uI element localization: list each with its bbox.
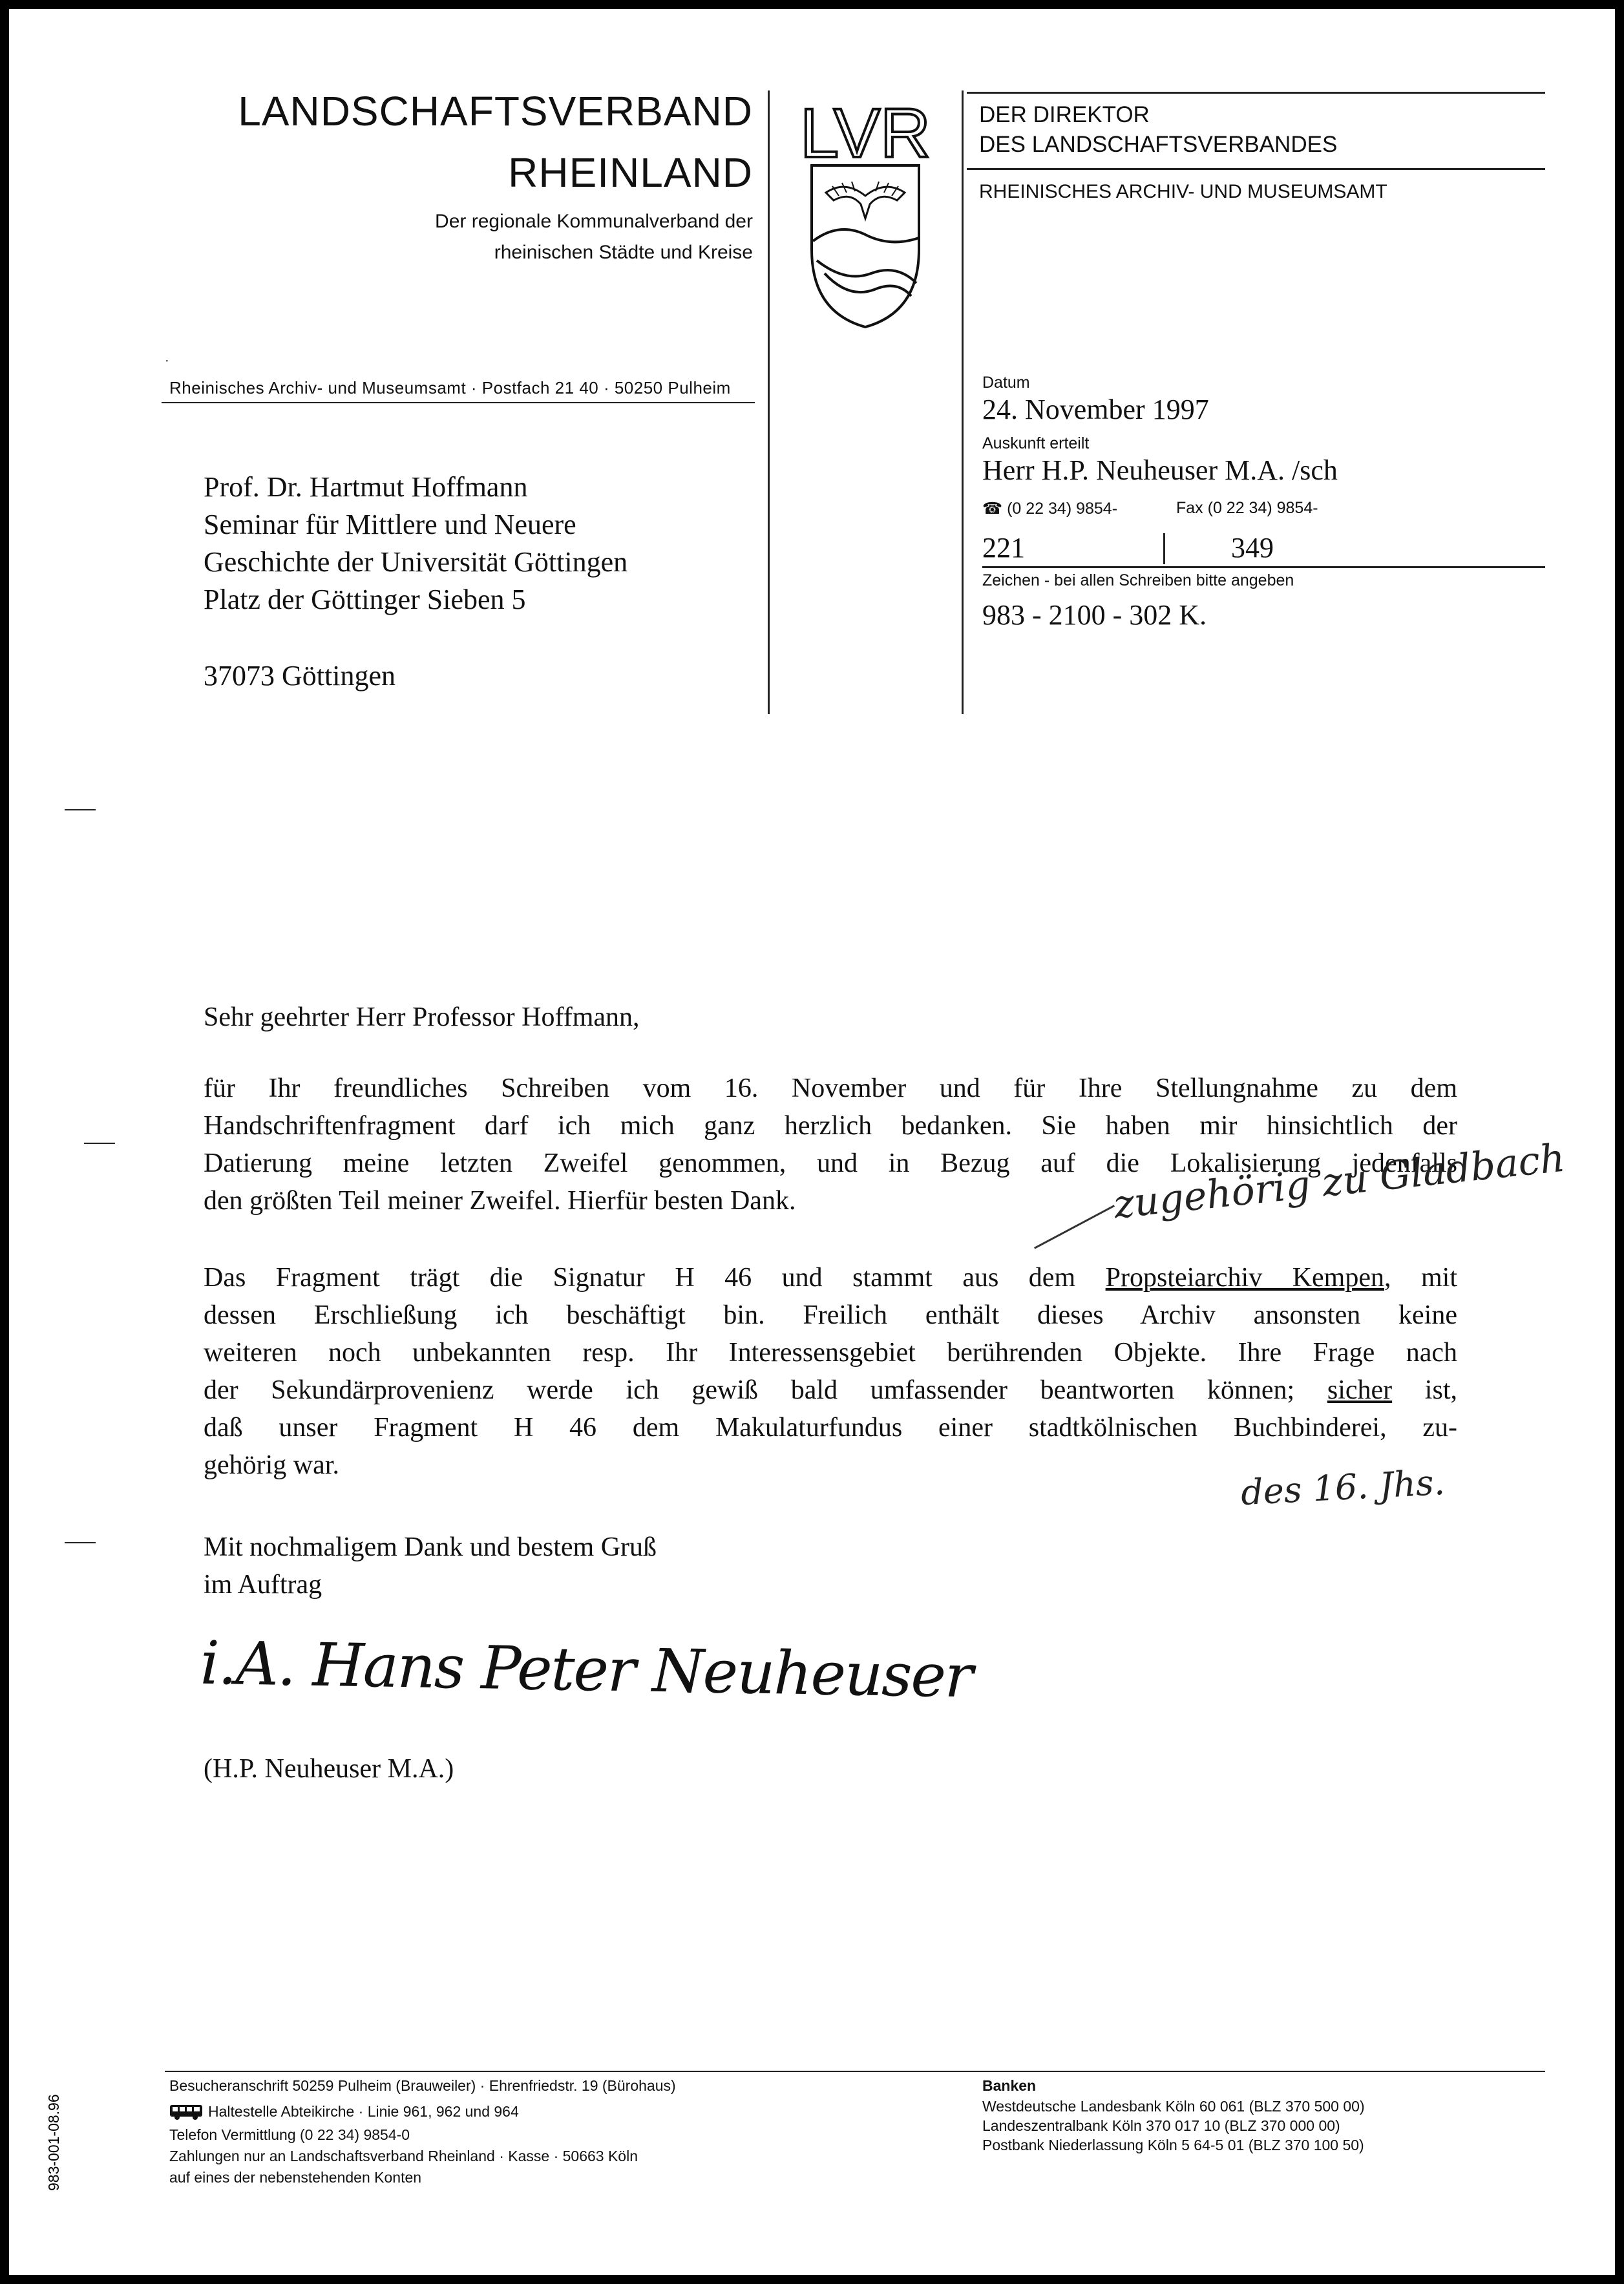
- closing-line-2: im Auftrag: [204, 1570, 322, 1600]
- fold-mark-1: [65, 809, 96, 810]
- contact-label: Auskunft erteilt: [982, 434, 1090, 452]
- director-rule-bottom: [967, 168, 1545, 170]
- reference-value: 983 - 2100 - 302 K.: [982, 599, 1207, 631]
- paragraph-2-line: [204, 1259, 1457, 1296]
- text-span: trägt die Signatur H 46 und stammt aus dem: [410, 1263, 1106, 1293]
- text-span: Das Fragment: [204, 1263, 410, 1293]
- divider-right: [962, 90, 964, 714]
- payment-info-1: Zahlungen nur an Landschaftsverband Rheinland · Kasse · 50663 Köln: [169, 2148, 638, 2164]
- paragraph-2-line: daß unser Fragment H 46 dem Makulaturfundus einer stadtkölnischen Buchbinderei, zu-: [204, 1413, 1457, 1443]
- footer-rule: [165, 2071, 1545, 2072]
- org-tagline-1: Der regionale Kommunalverband der: [435, 211, 753, 232]
- bank-1: Westdeutsche Landesbank Köln 60 061 (BLZ 370 500 00): [982, 2098, 1365, 2115]
- signer-name: (H.P. Neuheuser M.A.): [204, 1754, 454, 1784]
- text-span: der Sekundärprovenienz werde ich gewiß bald umfassender beantworten können;: [204, 1375, 1327, 1405]
- department-name: RHEINISCHES ARCHIV- UND MUSEUMSAMT: [979, 181, 1387, 202]
- paragraph-1-line: Datierung meine letzten Zweifel genommen, und in Bezug auf die Lokalisierung jedenfalls: [204, 1148, 1457, 1178]
- director-title-2: DES LANDSCHAFTSVERBANDES: [979, 132, 1338, 157]
- return-address-rule: [162, 402, 755, 403]
- salutation: Sehr geehrter Herr Professor Hoffmann,: [204, 1002, 640, 1032]
- fold-mark-2: [84, 1143, 115, 1144]
- phone-extension: 221: [982, 532, 1025, 564]
- recipient-line-2: Seminar für Mittlere und Neuere: [204, 509, 576, 540]
- recipient-city: 37073 Göttingen: [204, 660, 395, 692]
- recipient-line-4: Platz der Göttinger Sieben 5: [204, 584, 526, 615]
- closing-line-1: Mit nochmaligem Dank und bestem Gruß: [204, 1532, 657, 1562]
- lvr-logo-text: LVR: [799, 94, 931, 172]
- dot-mark: ·: [165, 354, 169, 368]
- underlined-word: sicher: [1327, 1375, 1393, 1405]
- director-title-1: DER DIREKTOR: [979, 102, 1150, 127]
- extension-rule: [982, 566, 1545, 568]
- banks-label: Banken: [982, 2077, 1037, 2094]
- date-label: Datum: [982, 374, 1030, 392]
- bank-3: Postbank Niederlassung Köln 5 64-5 01 (BLZ 370 100 50): [982, 2137, 1364, 2153]
- handwritten-note-2: des 16. Jhs.: [1239, 1461, 1446, 1514]
- recipient-name: Prof. Dr. Hartmut Hoffmann: [204, 471, 528, 503]
- paragraph-2-line: [204, 1371, 1457, 1409]
- signature: i.A. Hans Peter Neuheuser: [200, 1628, 973, 1711]
- recipient-line-3: Geschichte der Universität Göttingen: [204, 546, 628, 578]
- date-value: 24. November 1997: [982, 394, 1209, 425]
- text-span: ist,: [1392, 1375, 1457, 1405]
- paragraph-1-line: Handschriftenfragment darf ich mich ganz herzlich bedanken. Sie haben mir hinsichtlich der: [204, 1111, 1457, 1141]
- org-name-line1: LANDSCHAFTSVERBAND: [238, 88, 753, 134]
- fold-mark-3: [65, 1542, 96, 1543]
- paragraph-1-line: für Ihr freundliches Schreiben vom 16. November und für Ihre Stellungnahme zu dem: [204, 1073, 1457, 1103]
- fax-label: Fax (0 22 34) 9854-: [1176, 499, 1318, 517]
- bank-2: Landeszentralbank Köln 370 017 10 (BLZ 370 000 00): [982, 2117, 1340, 2134]
- bus-icon: [169, 2104, 203, 2120]
- handwritten-note-1: zugehörig zu Gladbach: [1112, 1135, 1567, 1228]
- paragraph-2-line: gehörig war.: [204, 1450, 339, 1480]
- paragraph-1-line: den größten Teil meiner Zweifel. Hierfür besten Dank.: [204, 1186, 796, 1216]
- lvr-logo: [794, 89, 937, 328]
- paragraph-2-line: weiteren noch unbekannten resp. Ihr Interessensgebiet berührenden Objekte. Ihre Frage nach: [204, 1338, 1457, 1368]
- org-tagline-2: rheinischen Städte und Kreise: [494, 242, 753, 263]
- phone-label: ☎ (0 22 34) 9854-: [982, 500, 1118, 518]
- phone-fax-divider: [1163, 533, 1165, 564]
- visitor-address: Besucheranschrift 50259 Pulheim (Brauweiler) · Ehrenfriedstr. 19 (Bürohaus): [169, 2077, 676, 2094]
- fax-extension: 349: [1231, 532, 1274, 564]
- text-span: , mit: [1384, 1263, 1457, 1293]
- footer-phone: Telefon Vermittlung (0 22 34) 9854-0: [169, 2126, 410, 2143]
- return-address: Rheinisches Archiv- und Museumsamt · Postfach 21 40 · 50250 Pulheim: [169, 378, 731, 397]
- underlined-archive-name: Propsteiarchiv Kempen: [1105, 1263, 1384, 1293]
- contact-value: Herr H.P. Neuheuser M.A. /sch: [982, 454, 1338, 486]
- form-code: 983-001-08.96: [45, 2094, 62, 2191]
- org-name-line2: RHEINLAND: [508, 149, 753, 196]
- paragraph-2-line: dessen Erschließung ich beschäftigt bin. Freilich enthält dieses Archiv ansonsten keine: [204, 1300, 1457, 1330]
- director-rule-top: [967, 92, 1545, 94]
- payment-info-2: auf eines der nebenstehenden Konten: [169, 2169, 422, 2186]
- divider-left: [768, 90, 770, 714]
- bus-stop-info: Haltestelle Abteikirche · Linie 961, 962 und 964: [208, 2103, 519, 2120]
- reference-label: Zeichen - bei allen Schreiben bitte angeben: [982, 571, 1294, 589]
- paragraph-2: [204, 1259, 1457, 1484]
